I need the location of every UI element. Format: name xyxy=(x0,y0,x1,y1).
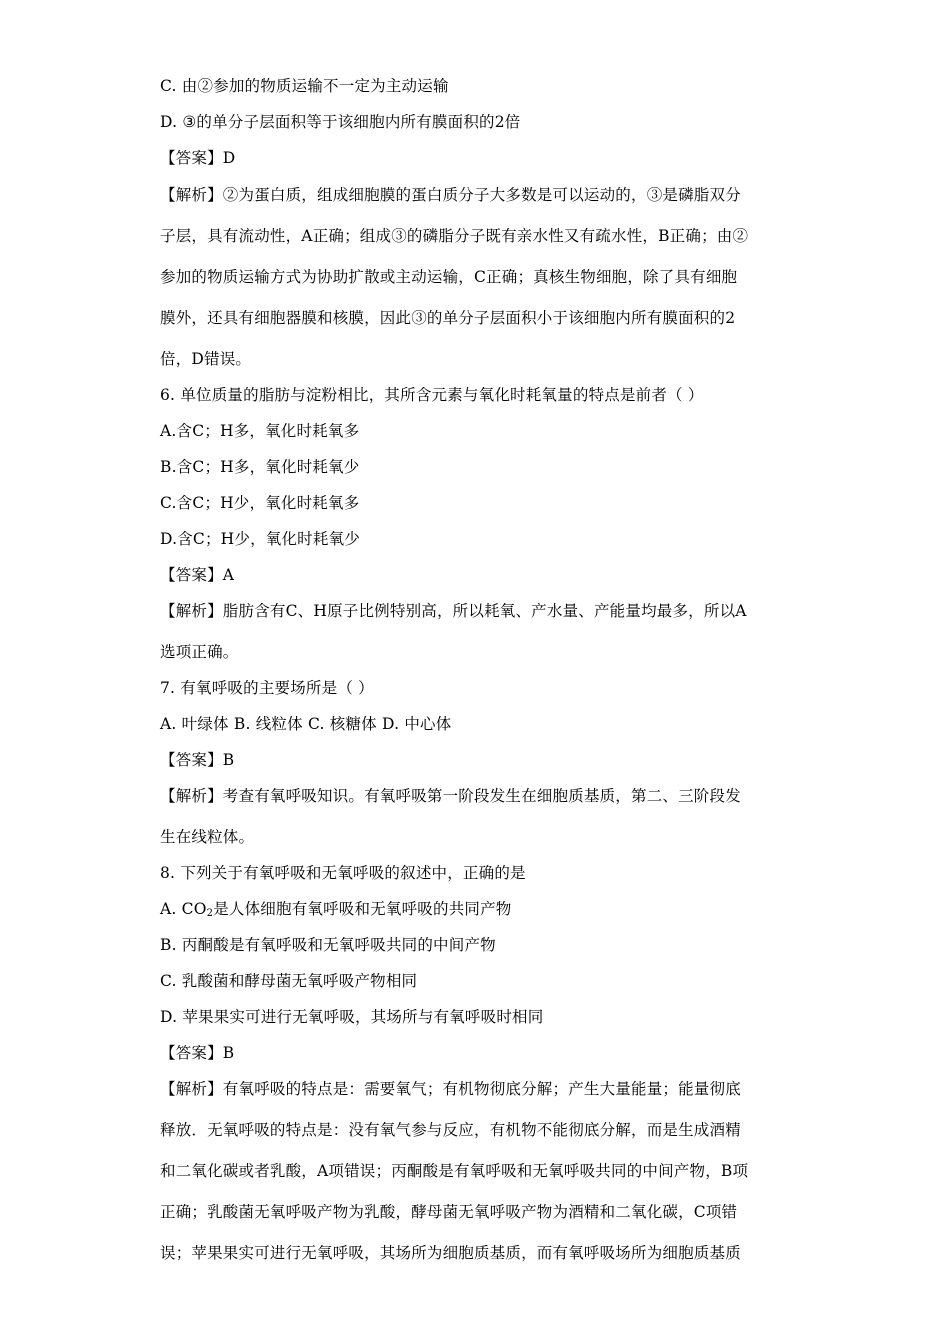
q5-explanation-line: 倍，D错误。 xyxy=(160,350,252,368)
q7-option-a: A. 叶绿体 xyxy=(160,715,229,733)
q8-option-c: C. 乳酸菌和酵母菌无氧呼吸产物相同 xyxy=(160,972,418,990)
q6-option-d: D.含C；H少，氧化时耗氧少 xyxy=(160,530,360,548)
q8-stem: 8. 下列关于有氧呼吸和无氧呼吸的叙述中，正确的是 xyxy=(160,864,526,882)
q7-explanation-line: 【解析】考查有氧呼吸知识。有氧呼吸第一阶段发生在细胞质基质，第二、三阶段发 xyxy=(160,787,741,805)
q7-option-c: C. 核糖体 xyxy=(307,715,377,733)
q8-explanation-line: 正确；乳酸菌无氧呼吸产物为乳酸，酵母菌无氧呼吸产物为酒精和二氧化碳，C项错 xyxy=(160,1203,738,1221)
q6-explanation-line: 选项正确。 xyxy=(160,643,239,661)
q8-explanation-line: 释放．无氧呼吸的特点是：没有氧气参与反应，有机物不能彻底分解，而是生成酒精 xyxy=(160,1121,741,1139)
q8-option-a-prefix: A. CO xyxy=(160,900,207,918)
q7-explanation-line: 生在线粒体。 xyxy=(160,828,255,846)
q8-answer: 【答案】B xyxy=(160,1044,235,1062)
q6-answer: 【答案】A xyxy=(160,566,235,584)
q8-option-a xyxy=(160,898,800,925)
q6-stem: 6. 单位质量的脂肪与淀粉相比，其所含元素与氧化时耗氧量的特点是前者（ ） xyxy=(160,386,704,404)
q7-option-b: B. 线粒体 xyxy=(233,715,303,733)
q6-option-b: B.含C；H多，氧化时耗氧少 xyxy=(160,458,360,476)
q5-explanation-line: 膜外，还具有细胞器膜和核膜，因此③的单分子层面积小于该细胞内所有膜面积的2 xyxy=(160,309,736,327)
q6-option-c: C.含C；H少，氧化时耗氧多 xyxy=(160,494,360,512)
q7-stem: 7. 有氧呼吸的主要场所是（ ） xyxy=(160,679,374,697)
q8-explanation-line: 【解析】有氧呼吸的特点是：需要氧气；有机物彻底分解；产生大量能量；能量彻底 xyxy=(160,1080,741,1098)
q8-option-d: D. 苹果果实可进行无氧呼吸，其场所与有氧呼吸时相同 xyxy=(160,1008,544,1026)
q6-option-a: A.含C；H多，氧化时耗氧多 xyxy=(160,422,360,440)
q6-explanation-line: 【解析】脂肪含有C、H原子比例特别高，所以耗氧、产水量、产能量均最多，所以A xyxy=(160,602,747,620)
q5-explanation-line: 【解析】②为蛋白质，组成细胞膜的蛋白质分子大多数是可以运动的，③是磷脂双分 xyxy=(160,186,741,204)
q8-explanation-line: 和二氧化碳或者乳酸，A项错误；丙酮酸是有氧呼吸和无氧呼吸共同的中间产物，B项 xyxy=(160,1162,749,1180)
q8-explanation-line: 误；苹果果实可进行无氧呼吸，其场所为细胞质基质，而有氧呼吸场所为细胞质基质 xyxy=(160,1244,741,1262)
q5-option-d: D. ③的单分子层面积等于该细胞内所有膜面积的2倍 xyxy=(160,113,521,131)
q7-answer: 【答案】B xyxy=(160,751,235,769)
q7-option-d: D. 中心体 xyxy=(382,715,452,733)
q8-option-a-suffix: 是人体细胞有氧呼吸和无氧呼吸的共同产物 xyxy=(213,900,512,918)
q7-options xyxy=(160,713,800,735)
q5-option-c: C. 由②参加的物质运输不一定为主动运输 xyxy=(160,77,449,95)
q5-explanation-line: 参加的物质运输方式为协助扩散或主动运输，C正确；真核生物细胞，除了具有细胞 xyxy=(160,268,738,286)
q5-explanation-line: 子层，具有流动性，A正确；组成③的磷脂分子既有亲水性又有疏水性，B正确；由② xyxy=(160,227,749,245)
q8-option-b: B. 丙酮酸是有氧呼吸和无氧呼吸共同的中间产物 xyxy=(160,936,496,954)
q8-option-a-subscript: 2 xyxy=(206,908,214,919)
q5-answer: 【答案】D xyxy=(160,149,236,167)
